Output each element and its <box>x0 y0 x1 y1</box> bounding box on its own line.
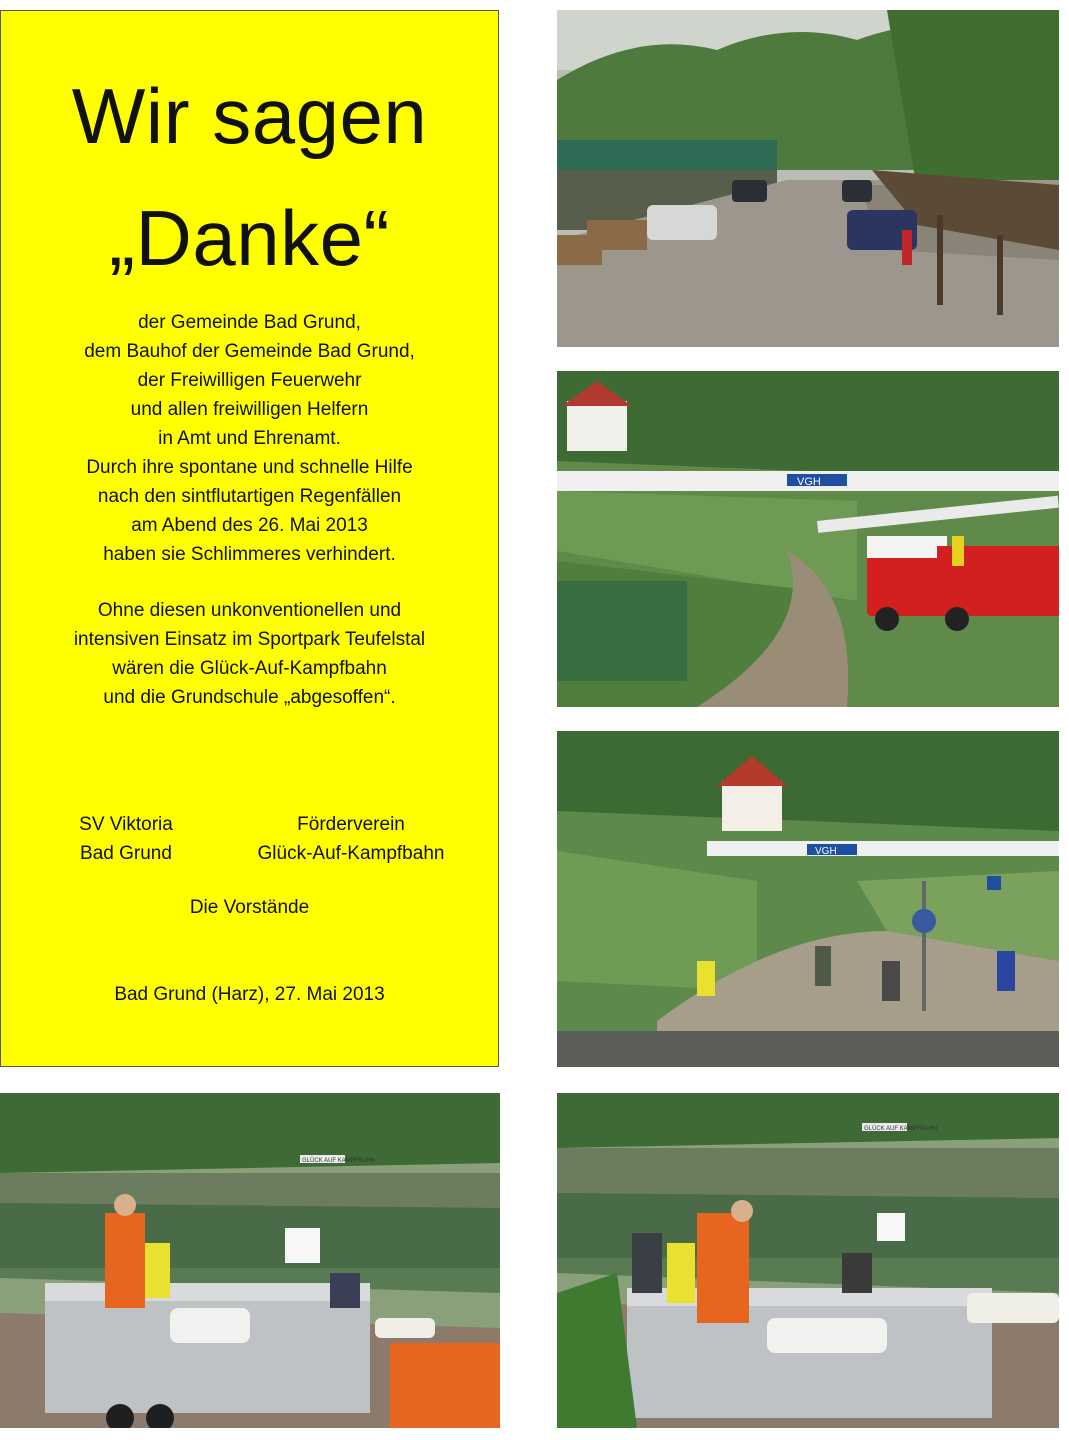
place-and-date: Bad Grund (Harz), 27. Mai 2013 <box>114 984 385 1005</box>
club-name-right: Förderverein Glück-Auf-Kampfbahn <box>257 814 445 864</box>
banner-kampfbahn-1: GLÜCK AUF KAMPFBAHN <box>302 1158 376 1164</box>
photo-fire-truck <box>557 371 1059 707</box>
thank-you-notice <box>0 10 499 1067</box>
effort-paragraph: Ohne diesen unkonventionellen und intensiven Einsatz im Sportpark Teufelstal wären die Glück-Auf-Kampfbahn und die Grundschule „abgesoffen“. <box>73 600 426 708</box>
photo-parking-lot <box>557 10 1059 347</box>
title-line-1: Wir sagen <box>71 72 428 160</box>
club-name-left: SV Viktoria Bad Grund <box>79 814 173 864</box>
photo-sandbag-trailer-1 <box>0 1093 500 1428</box>
banner-vgh-2: VGH <box>815 846 837 857</box>
thanks-paragraph: der Gemeinde Bad Grund, dem Bauhof der Gemeinde Bad Grund, der Freiwilligen Feuerwehr und allen freiwilligen Helfern in Amt und Ehrenamt. Durch ihre spontane und schnelle Hilfe nach den sintflutartigen Regenfällen am Abend des 26. Mai 2013 haben sie Schlimmeres verhindert. <box>84 312 415 565</box>
photo-sandbag-trailer-2 <box>557 1093 1059 1428</box>
title-line-2: „Danke“ <box>109 194 390 282</box>
banner-vgh-1: VGH <box>797 476 821 488</box>
board-signature: Die Vorstände <box>189 897 310 918</box>
banner-kampfbahn-2: GLÜCK AUF KAMPFBAHN <box>864 1126 938 1132</box>
photo-helpers-on-road <box>557 731 1059 1067</box>
